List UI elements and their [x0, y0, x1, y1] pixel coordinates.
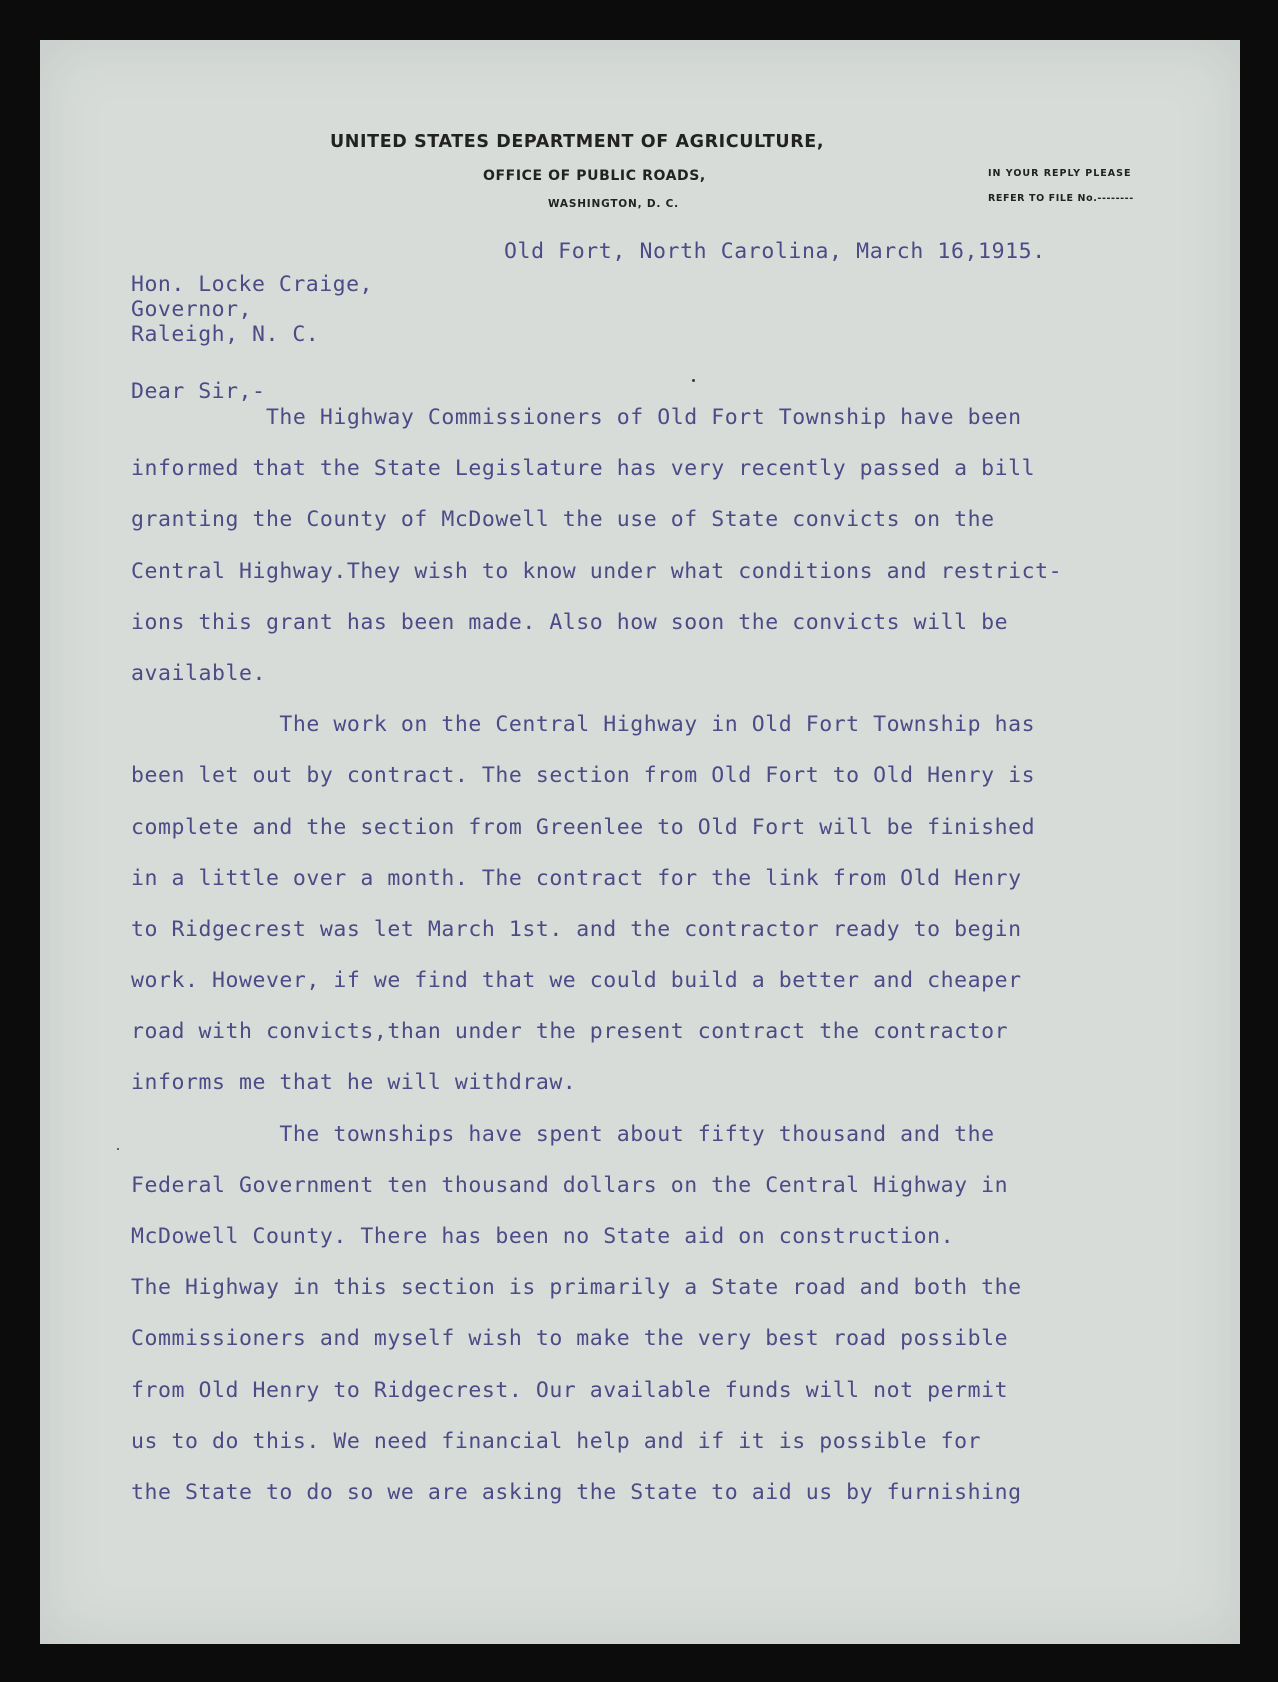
- body-line: informs me that he will withdraw.: [131, 1070, 577, 1096]
- body-line: Federal Government ten thousand dollars on the Central Highway in: [131, 1172, 1009, 1198]
- body-line: from Old Henry to Ridgecrest. Our available funds will not permit: [131, 1377, 1009, 1403]
- body-line: Central Highway.They wish to know under what conditions and restrict-: [131, 558, 1063, 584]
- dateline: Old Fort, North Carolina, March 16,1915.: [504, 239, 1046, 264]
- letterhead-organization: UNITED STATES DEPARTMENT OF AGRICULTURE,: [330, 132, 825, 152]
- reply-instruction-line2: REFER TO FILE No.--------: [988, 193, 1134, 204]
- body-line: granting the County of McDowell the use of State convicts on the: [131, 507, 995, 533]
- body-line: The Highway in this section is primarily a State road and both the: [131, 1275, 1022, 1301]
- body-line: work. However, if we find that we could build a better and cheaper: [131, 968, 1022, 994]
- body-line: The townships have spent about fifty thousand and the: [131, 1121, 995, 1147]
- salutation: Dear Sir,-: [131, 379, 266, 404]
- reply-instruction-line1: IN YOUR REPLY PLEASE: [988, 168, 1132, 179]
- body-line: us to do this. We need financial help and if it is possible for: [131, 1428, 982, 1454]
- body-line: complete and the section from Greenlee to Old Fort will be finished: [131, 814, 1036, 840]
- body-line: informed that the State Legislature has very recently passed a bill: [131, 456, 1036, 482]
- paper-speck: [117, 1148, 119, 1150]
- body-line: available.: [131, 660, 266, 686]
- body-line: road with convicts,than under the present contract the contractor: [131, 1019, 1009, 1045]
- recipient-name: Hon. Locke Craige,: [131, 272, 373, 297]
- letterhead-office: OFFICE OF PUBLIC ROADS,: [483, 168, 706, 184]
- body-line: the State to do so we are asking the State to aid us by furnishing: [131, 1479, 1022, 1505]
- letterhead-city: WASHINGTON, D. C.: [548, 198, 679, 210]
- body-line: The Highway Commissioners of Old Fort Township have been: [131, 405, 1022, 430]
- body-line: McDowell County. There has been no State aid on construction.: [131, 1224, 955, 1249]
- recipient-title: Governor,: [131, 297, 252, 322]
- body-line: ions this grant has been made. Also how soon the convicts will be: [131, 609, 1009, 635]
- body-line: in a little over a month. The contract for the link from Old Henry: [131, 865, 1022, 891]
- body-line: been let out by contract. The section from Old Fort to Old Henry is: [131, 763, 1036, 789]
- body-line: Commissioners and myself wish to make the very best road possible: [131, 1326, 1009, 1352]
- paper-speck: [692, 379, 695, 382]
- letter-page: [40, 40, 1240, 1644]
- body-line: The work on the Central Highway in Old Fort Township has: [131, 712, 1036, 738]
- recipient-place: Raleigh, N. C.: [131, 322, 320, 347]
- letter-body: [131, 405, 1062, 1531]
- body-line: to Ridgecrest was let March 1st. and the contractor ready to begin: [131, 916, 1022, 942]
